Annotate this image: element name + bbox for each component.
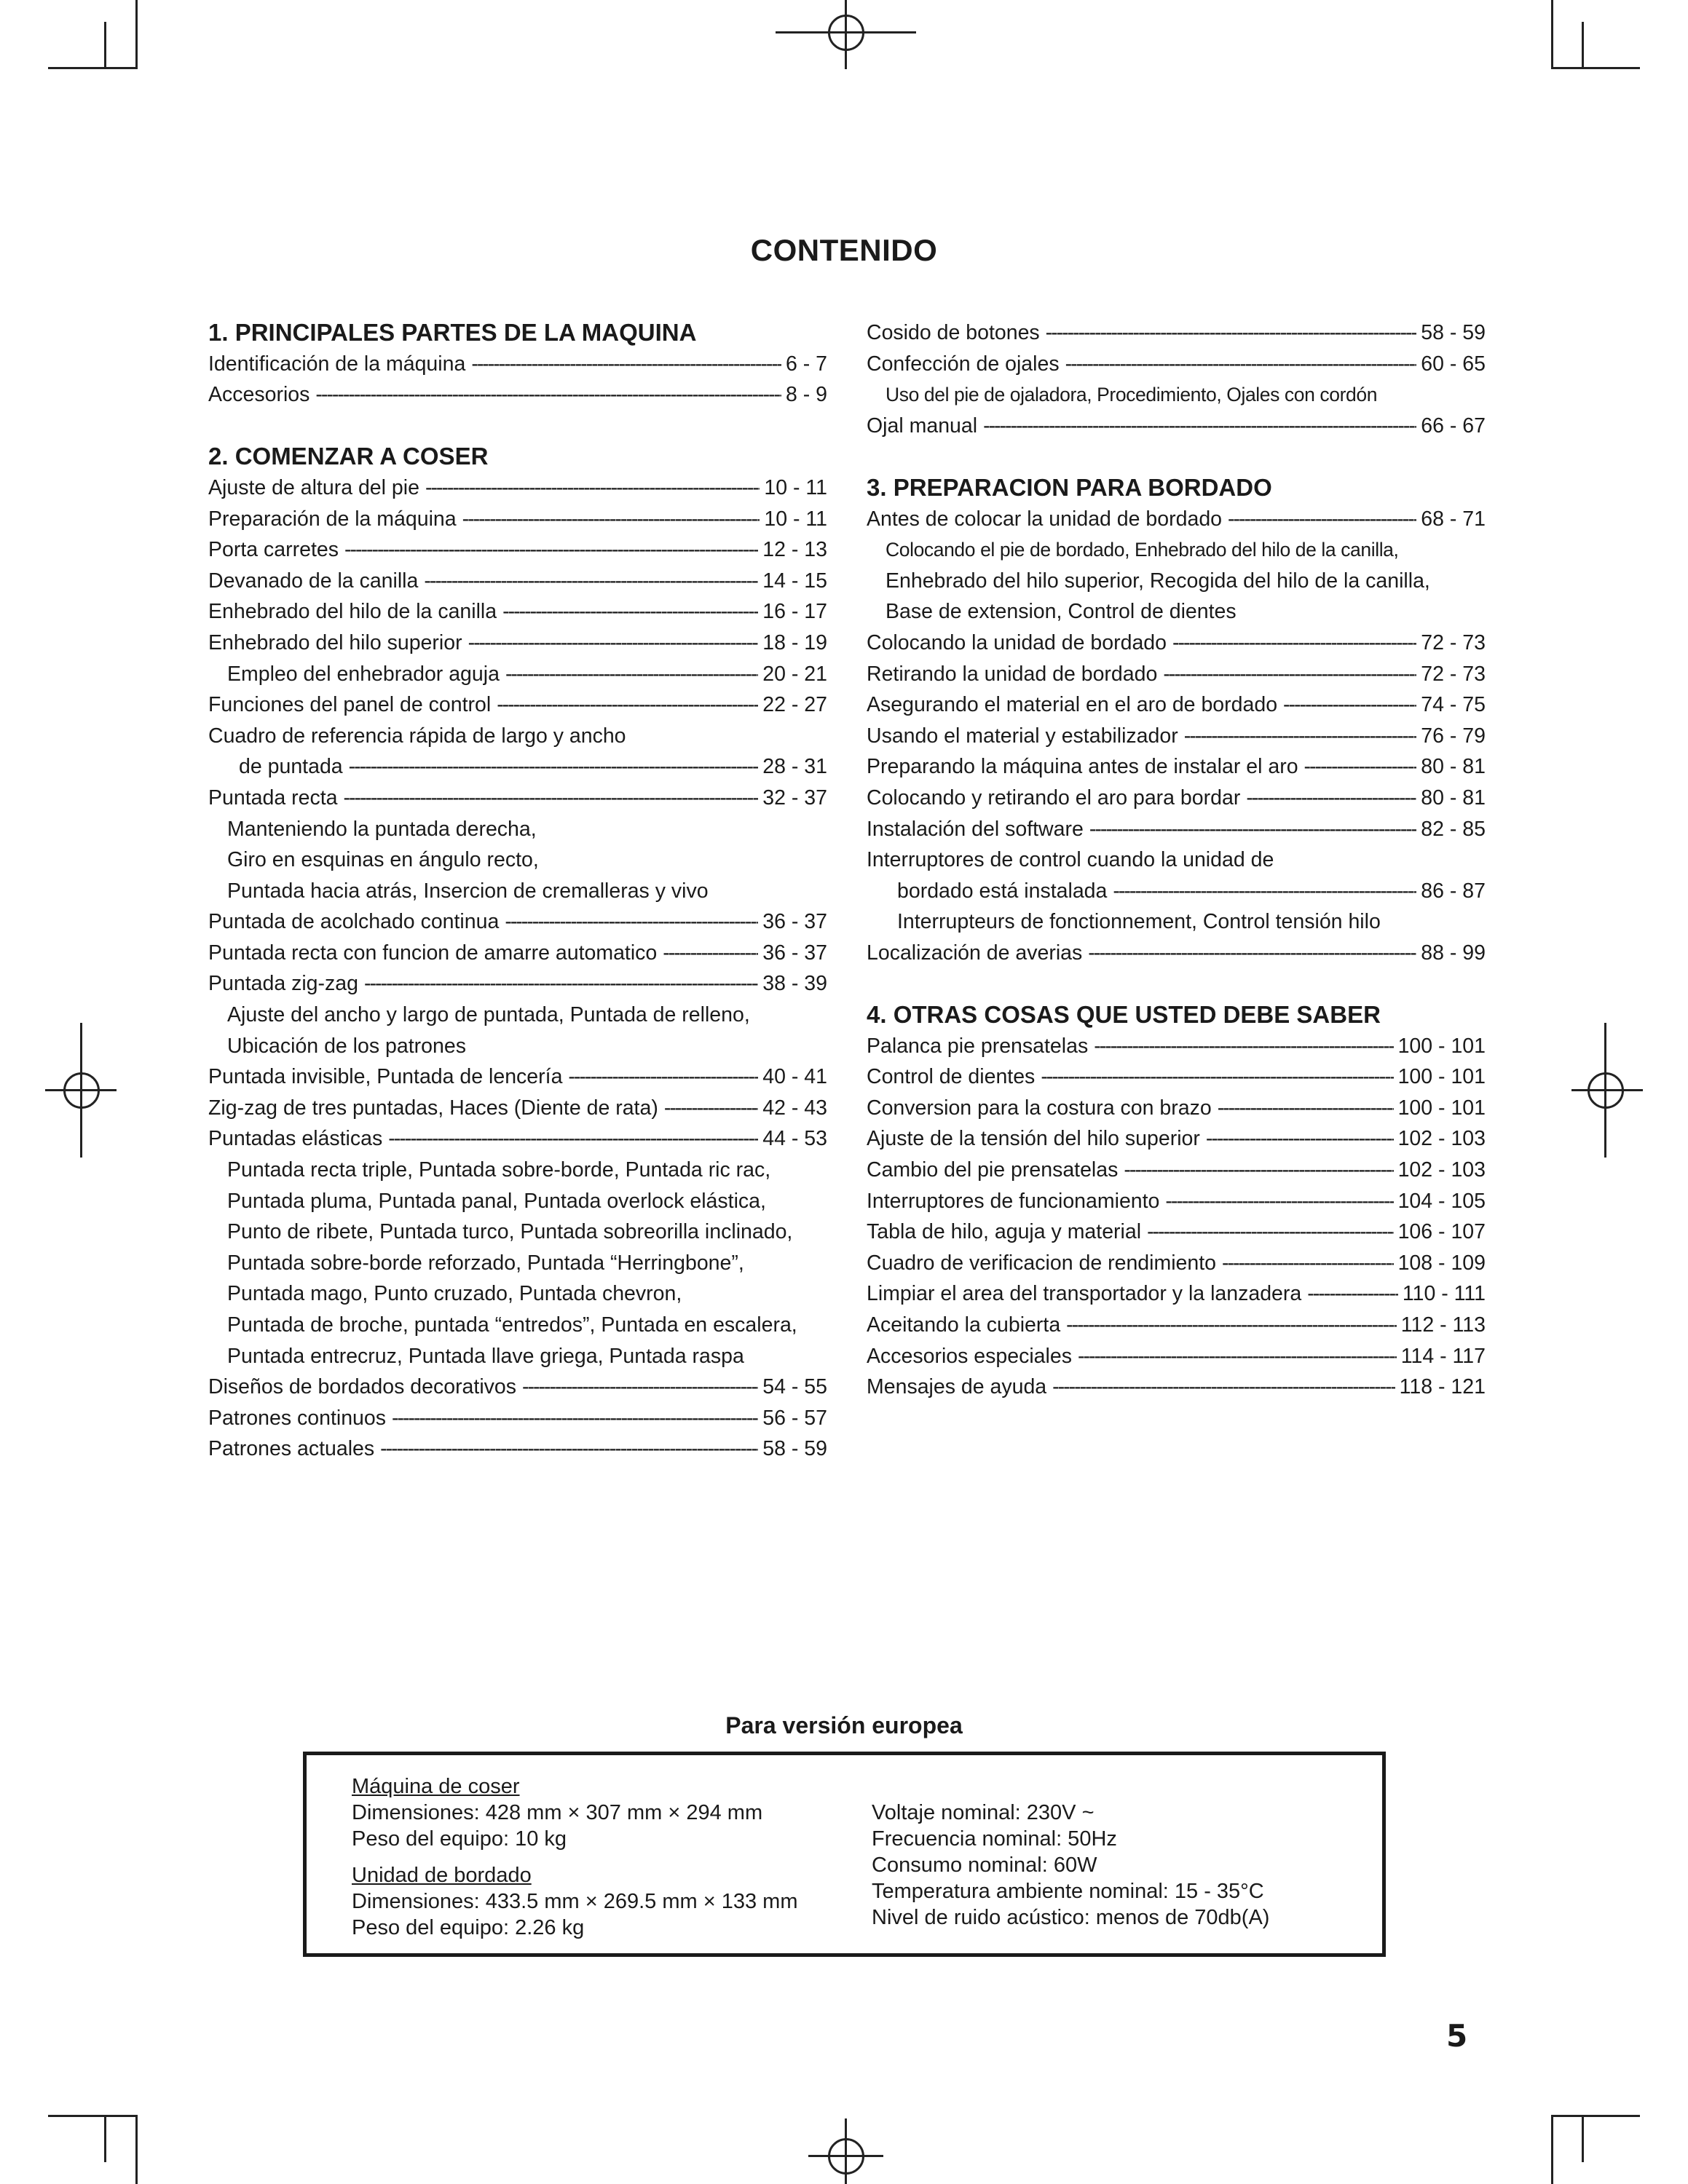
entry-label: Conversion para la costura con brazo [867, 1096, 1212, 1120]
entry-label: Control de dientes [867, 1065, 1036, 1089]
dot-leader [1206, 1123, 1394, 1155]
entry-pages: 28 - 31 [762, 755, 827, 779]
toc-entry [867, 1061, 1486, 1093]
dot-leader [1113, 876, 1416, 907]
euro-spec-box [303, 1752, 1386, 1957]
dot-leader [983, 411, 1416, 442]
entry-label: Retirando la unidad de bordado [867, 662, 1158, 686]
toc-entry [867, 1310, 1486, 1341]
dot-leader [1052, 1372, 1395, 1403]
entry-pages: 74 - 75 [1421, 693, 1486, 717]
toc-entry [208, 689, 827, 721]
toc-subtopics: Ajuste del ancho y largo de puntada, Puntada de relleno, [227, 1003, 750, 1027]
entry-pages: 80 - 81 [1421, 786, 1486, 810]
toc-subtopics: Puntada hacia atrás, Insercion de cremalleras y vivo [227, 879, 709, 903]
toc-entry [867, 1372, 1486, 1403]
entry-label: Ajuste de la tensión del hilo superior [867, 1127, 1200, 1151]
toc-entry [867, 1155, 1486, 1186]
page-number: 5 [1446, 2018, 1470, 2054]
entry-pages: 82 - 85 [1421, 817, 1486, 841]
dot-leader [1046, 317, 1417, 349]
dot-leader [664, 1093, 758, 1124]
toc-subtopics: Interruptores de control cuando la unidad de [867, 848, 1274, 872]
toc-subtopics: Base de extension, Control de dientes [886, 600, 1237, 624]
entry-label: Identificación de la máquina [208, 352, 466, 376]
toc-entry [867, 349, 1486, 380]
dot-leader [471, 349, 781, 380]
entry-pages: 58 - 59 [1421, 321, 1486, 344]
toc-subtopics: Colocando el pie de bordado, Enhebrado del hilo de la canilla, [886, 539, 1399, 561]
toc-entry [208, 534, 827, 566]
toc-section [867, 472, 1486, 969]
toc-section [208, 441, 827, 1465]
entry-label: bordado está instalada [897, 879, 1108, 903]
dot-leader [1066, 1310, 1397, 1341]
entry-label: Ojal manual [867, 414, 978, 438]
entry-pages: 12 - 13 [762, 538, 827, 562]
entry-pages: 86 - 87 [1421, 879, 1486, 903]
euro-spec-title: Para versión europea [725, 1712, 963, 1738]
toc-entry [208, 906, 827, 938]
dot-leader [364, 968, 758, 1000]
entry-pages: 36 - 37 [762, 910, 827, 934]
machine-weight: Peso del equipo: 10 kg [352, 1827, 567, 1851]
dot-leader [1222, 1248, 1394, 1279]
entry-label: Interruptores de funcionamiento [867, 1189, 1160, 1213]
entry-label: Ajuste de altura del pie [208, 475, 419, 499]
entry-pages: 54 - 55 [762, 1375, 827, 1399]
toc-entry [867, 1341, 1486, 1372]
toc-subtopics: Puntada recta triple, Puntada sobre-borde, Puntada ric rac, [227, 1158, 771, 1182]
toc-entry [208, 751, 827, 783]
dot-leader [343, 783, 758, 814]
toc-entry [867, 783, 1486, 814]
entry-label: Colocando y retirando el aro para bordar [867, 786, 1241, 810]
dot-leader [568, 1061, 758, 1093]
toc-entry [867, 504, 1486, 535]
entry-label: Cambio del pie prensatelas [867, 1158, 1119, 1182]
entry-pages: 18 - 19 [762, 630, 827, 654]
entry-pages: 112 - 113 [1400, 1313, 1486, 1337]
toc-entry [867, 411, 1486, 442]
entry-pages: 100 - 101 [1397, 1096, 1486, 1120]
toc-entry [867, 1216, 1486, 1248]
toc-subtopics: Cuadro de referencia rápida de largo y ancho [208, 724, 626, 748]
unit-weight: Peso del equipo: 2.26 kg [352, 1916, 585, 1939]
toc-entry [867, 876, 1486, 907]
toc-entry [208, 628, 827, 659]
dot-leader [1184, 721, 1417, 752]
section-heading: 3. PREPARACION PARA BORDADO [867, 473, 1272, 501]
section-heading: 1. PRINCIPALES PARTES DE LA MAQUINA [208, 319, 697, 346]
machine-heading: Máquina de coser [352, 1775, 520, 1798]
dot-leader [1283, 689, 1416, 721]
toc-subtopics: Puntada mago, Punto cruzado, Puntada chevron, [227, 1282, 682, 1306]
toc-entry [867, 628, 1486, 659]
toc-entry [867, 1278, 1486, 1310]
entry-pages: 66 - 67 [1421, 414, 1486, 438]
toc-subtopics: Puntada pluma, Puntada panal, Puntada overlock elástica, [227, 1189, 766, 1213]
dot-leader [663, 938, 758, 969]
entry-pages: 80 - 81 [1421, 755, 1486, 779]
entry-pages: 102 - 103 [1397, 1158, 1486, 1182]
spec-right-column [872, 1800, 1269, 1931]
dot-leader [392, 1403, 758, 1434]
entry-pages: 76 - 79 [1421, 724, 1486, 748]
entry-label: Puntada invisible, Puntada de lencería [208, 1065, 563, 1089]
entry-label: Puntada recta [208, 786, 338, 810]
toc-section [867, 317, 1486, 441]
toc-subtopics: Ubicación de los patrones [227, 1034, 466, 1058]
entry-label: Porta carretes [208, 538, 339, 562]
entry-label: Diseños de bordados decorativos [208, 1375, 517, 1399]
toc-subtopics: Manteniendo la puntada derecha, [227, 817, 537, 841]
section-heading: 4. OTRAS COSAS QUE USTED DEBE SABER [867, 1001, 1381, 1029]
entry-label: Patrones actuales [208, 1437, 375, 1461]
entry-label: Usando el material y estabilizador [867, 724, 1178, 748]
entry-label: Cuadro de verificacion de rendimiento [867, 1251, 1217, 1275]
toc-entry [867, 721, 1486, 752]
toc-subtopics: Uso del pie de ojaladora, Procedimiento, Ojales con cordón [886, 384, 1378, 406]
toc-entry [867, 1093, 1486, 1124]
entry-pages: 8 - 9 [785, 383, 827, 407]
entry-pages: 60 - 65 [1421, 352, 1486, 376]
entry-label: Puntada de acolchado continua [208, 910, 500, 934]
dot-leader [502, 596, 758, 628]
entry-label: Confección de ojales [867, 352, 1060, 376]
rated-consumption: Consumo nominal: 60W [872, 1853, 1097, 1877]
entry-label: Antes de colocar la unidad de bordado [867, 507, 1223, 531]
rated-voltage: Voltaje nominal: 230V ~ [872, 1801, 1095, 1824]
toc-entry [867, 1031, 1486, 1062]
toc-subtopics: Puntada sobre-borde reforzado, Puntada “Herringbone”, [227, 1251, 744, 1275]
entry-pages: 72 - 73 [1421, 662, 1486, 686]
toc-entry [208, 1372, 827, 1403]
entry-pages: 100 - 101 [1397, 1034, 1486, 1058]
dot-leader [1041, 1061, 1393, 1093]
entry-label: Cosido de botones [867, 321, 1040, 344]
dot-leader [1089, 814, 1416, 845]
entry-label: Zig-zag de tres puntadas, Haces (Diente de rata) [208, 1096, 658, 1120]
entry-label: Devanado de la canilla [208, 569, 419, 593]
rated-frequency: Frecuencia nominal: 50Hz [872, 1827, 1117, 1851]
toc-entry [208, 938, 827, 969]
toc-entry [208, 472, 827, 504]
entry-label: Puntada recta con funcion de amarre automatico [208, 941, 658, 965]
toc-entry [208, 596, 827, 628]
entry-pages: 10 - 11 [764, 507, 827, 531]
toc-entry [208, 379, 827, 411]
dot-leader [349, 751, 759, 783]
entry-label: de puntada [239, 755, 343, 779]
dot-leader [522, 1372, 758, 1403]
dot-leader [497, 689, 758, 721]
page-title: CONTENIDO [750, 233, 938, 267]
entry-label: Accesorios [208, 383, 310, 407]
toc-entry [208, 566, 827, 597]
dot-leader [1094, 1031, 1393, 1062]
dot-leader [1172, 628, 1416, 659]
entry-pages: 104 - 105 [1397, 1189, 1486, 1213]
dot-leader [1065, 349, 1417, 380]
dot-leader [344, 534, 758, 566]
entry-label: Aceitando la cubierta [867, 1313, 1061, 1337]
toc-entry [208, 1061, 827, 1093]
entry-label: Enhebrado del hilo de la canilla [208, 600, 497, 624]
entry-label: Preparación de la máquina [208, 507, 457, 531]
entry-pages: 20 - 21 [762, 662, 827, 686]
toc-entry [208, 659, 827, 690]
entry-pages: 10 - 11 [764, 475, 827, 499]
entry-label: Instalación del software [867, 817, 1084, 841]
dot-leader [388, 1123, 758, 1155]
entry-pages: 100 - 101 [1397, 1065, 1486, 1089]
entry-pages: 88 - 99 [1421, 941, 1486, 965]
entry-label: Patrones continuos [208, 1406, 386, 1430]
toc-section [208, 317, 827, 411]
embroidery-unit-heading: Unidad de bordado [352, 1864, 532, 1887]
toc-entry [867, 1186, 1486, 1217]
machine-dimensions: Dimensiones: 428 mm × 307 mm × 294 mm [352, 1801, 763, 1824]
entry-pages: 106 - 107 [1397, 1220, 1486, 1244]
toc-entry [208, 1093, 827, 1124]
entry-label: Empleo del enhebrador aguja [227, 662, 500, 686]
dot-leader [1078, 1341, 1397, 1372]
entry-pages: 108 - 109 [1397, 1251, 1486, 1275]
entry-label: Limpiar el area del transportador y la lanzadera [867, 1282, 1302, 1306]
toc-subtopics: Puntada de broche, puntada “entredos”, Puntada en escalera, [227, 1313, 797, 1337]
toc-subtopics: Punto de ribete, Puntada turco, Puntada sobreorilla inclinado, [227, 1220, 793, 1244]
spec-left-column [352, 1773, 797, 1941]
toc-entry [208, 504, 827, 535]
toc-entry [208, 1123, 827, 1155]
dot-leader [505, 659, 758, 690]
toc-entry [867, 689, 1486, 721]
dot-leader [425, 472, 760, 504]
dot-leader [1246, 783, 1416, 814]
entry-pages: 68 - 71 [1421, 507, 1486, 531]
dot-leader [1088, 938, 1416, 969]
entry-pages: 56 - 57 [762, 1406, 827, 1430]
entry-label: Puntada zig-zag [208, 972, 358, 996]
toc-section [867, 1000, 1486, 1403]
toc-entry [867, 814, 1486, 845]
entry-pages: 36 - 37 [762, 941, 827, 965]
entry-label: Colocando la unidad de bordado [867, 630, 1167, 654]
section-heading: 2. COMENZAR A COSER [208, 443, 489, 470]
entry-pages: 58 - 59 [762, 1437, 827, 1461]
entry-pages: 22 - 27 [762, 693, 827, 717]
toc-entry [867, 751, 1486, 783]
dot-leader [1124, 1155, 1393, 1186]
entry-label: Localización de averias [867, 941, 1083, 965]
toc-entry [208, 783, 827, 814]
dot-leader [1307, 1278, 1398, 1310]
entry-pages: 16 - 17 [762, 600, 827, 624]
toc-subtopics: Giro en esquinas en ángulo recto, [227, 848, 539, 872]
entry-pages: 44 - 53 [762, 1127, 827, 1151]
entry-pages: 110 - 111 [1402, 1282, 1486, 1306]
entry-label: Puntadas elásticas [208, 1127, 383, 1151]
entry-label: Asegurando el material en el aro de bordado [867, 693, 1278, 717]
dot-leader [1228, 504, 1416, 535]
toc-subtopics: Interrupteurs de fonctionnement, Control tensión hilo [897, 910, 1381, 934]
entry-label: Enhebrado del hilo superior [208, 630, 462, 654]
entry-pages: 42 - 43 [762, 1096, 827, 1120]
noise-level: Nivel de ruido acústico: menos de 70db(A) [872, 1906, 1270, 1929]
toc-entry [208, 968, 827, 1000]
toc-right-column [867, 317, 1486, 1403]
toc-entry [208, 1403, 827, 1434]
entry-label: Accesorios especiales [867, 1344, 1072, 1368]
entry-pages: 38 - 39 [762, 972, 827, 996]
entry-pages: 118 - 121 [1399, 1375, 1486, 1399]
unit-dimensions: Dimensiones: 433.5 mm × 269.5 mm × 133 mm [352, 1890, 798, 1913]
entry-label: Tabla de hilo, aguja y material [867, 1220, 1142, 1244]
toc-entry [867, 317, 1486, 349]
entry-pages: 114 - 117 [1400, 1344, 1486, 1368]
entry-pages: 102 - 103 [1397, 1127, 1486, 1151]
dot-leader [1163, 659, 1416, 690]
dot-leader [1147, 1216, 1394, 1248]
dot-leader [315, 379, 781, 411]
toc-left-column [208, 317, 827, 1465]
dot-leader [380, 1433, 758, 1465]
entry-pages: 6 - 7 [785, 352, 827, 376]
dot-leader [505, 906, 758, 938]
dot-leader [462, 504, 760, 535]
toc-entry [867, 1248, 1486, 1279]
toc-entry [208, 1433, 827, 1465]
dot-leader [424, 566, 758, 597]
toc-entry [867, 938, 1486, 969]
ambient-temperature: Temperatura ambiente nominal: 15 - 35°C [872, 1880, 1264, 1903]
toc-entry [867, 1123, 1486, 1155]
entry-pages: 32 - 37 [762, 786, 827, 810]
entry-pages: 72 - 73 [1421, 630, 1486, 654]
dot-leader [1304, 751, 1417, 783]
entry-label: Mensajes de ayuda [867, 1375, 1047, 1399]
dot-leader [1165, 1186, 1393, 1217]
toc-subtopics: Puntada entrecruz, Puntada llave griega, Puntada raspa [227, 1344, 744, 1368]
toc-entry [208, 349, 827, 380]
toc-entry [867, 659, 1486, 690]
dot-leader [468, 628, 759, 659]
toc-subtopics: Enhebrado del hilo superior, Recogida del hilo de la canilla, [886, 569, 1430, 593]
entry-label: Preparando la máquina antes de instalar el aro [867, 755, 1298, 779]
dot-leader [1218, 1093, 1394, 1124]
entry-label: Palanca pie prensatelas [867, 1034, 1089, 1058]
entry-pages: 40 - 41 [762, 1065, 827, 1089]
entry-label: Funciones del panel de control [208, 693, 492, 717]
entry-pages: 14 - 15 [762, 569, 827, 593]
